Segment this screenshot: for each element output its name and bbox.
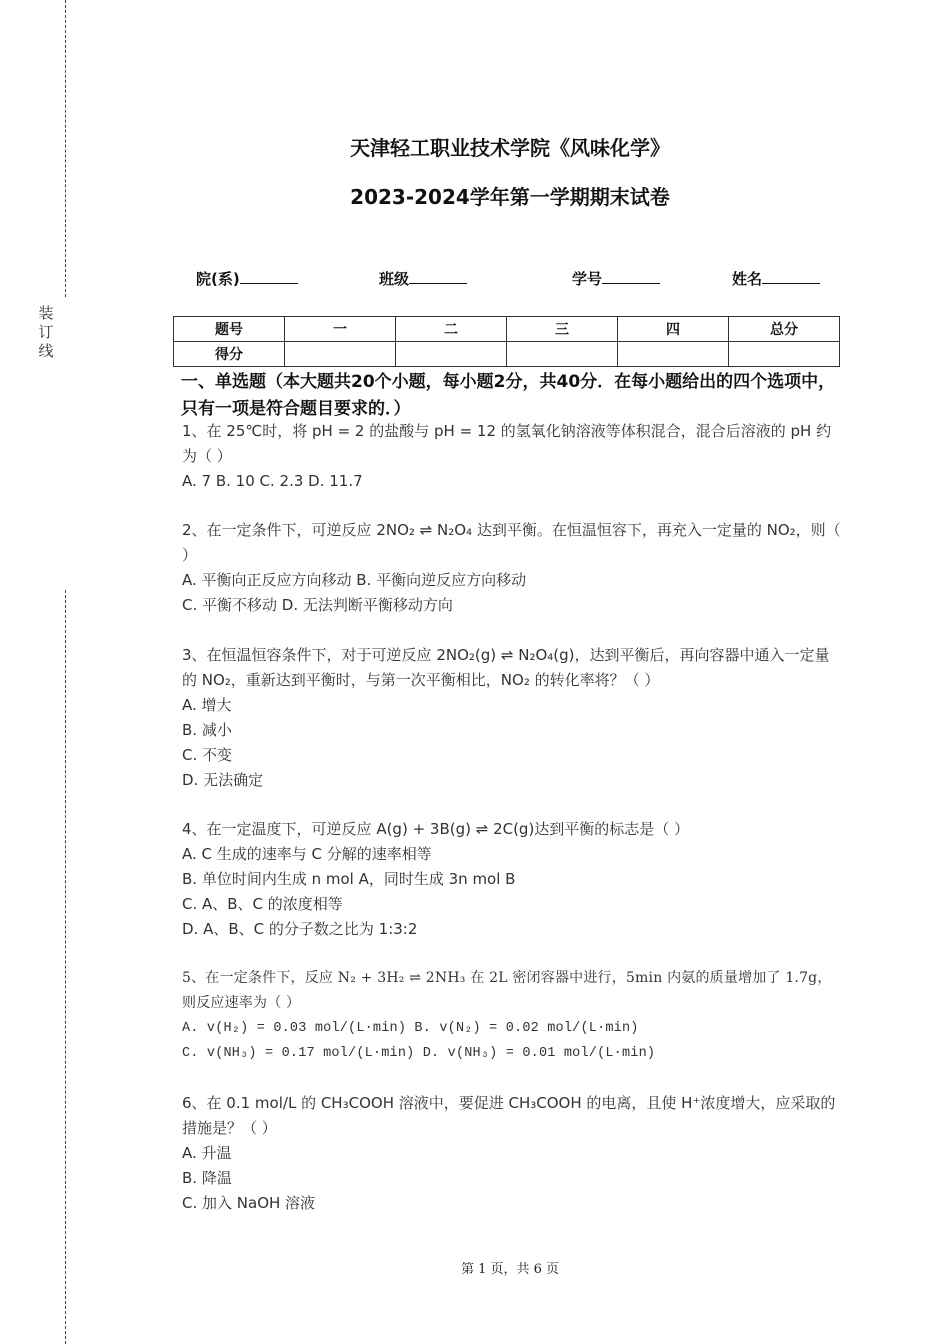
question-option: D. 无法确定 [182, 771, 264, 789]
score-header-cell: 四 [618, 317, 729, 342]
student-id-field: 学号 [572, 268, 660, 289]
question-option: A. C 生成的速率与 C 分解的速率相等 [182, 845, 432, 863]
question-option: C. 不变 [182, 746, 233, 764]
question-5 [182, 966, 842, 1066]
score-table-header-row [174, 317, 840, 342]
exam-subtitle: 2023-2024学年第一学期期末试卷 [350, 185, 670, 209]
score-header-cell: 二 [396, 317, 507, 342]
section-heading: 一、单选题（本大题共20个小题，每小题2分，共40分．在每小题给出的四个选项中，只有一项是符合题目要求的．） [181, 372, 836, 419]
page-footer: 第 1 页，共 6 页 [460, 1262, 560, 1277]
class-field: 班级 [379, 268, 467, 289]
score-cell [285, 342, 396, 367]
binding-label: 装订线 [38, 304, 54, 360]
question-option: A. 平衡向正反应方向移动 B. 平衡向逆反应方向移动 [182, 571, 527, 589]
question-option: C. 加入 NaOH 溶液 [182, 1194, 316, 1212]
score-table-score-row [174, 342, 840, 367]
question-1 [182, 419, 842, 494]
question-stem: 6、在 0.1 mol/L 的 CH₃COOH 溶液中，要促进 CH₃COOH 的电离，且使 H⁺浓度增大，应采取的措施是？（ ） [182, 1094, 836, 1137]
department-field: 院(系) [196, 268, 298, 289]
question-stem: 1、在 25℃时，将 pH = 2 的盐酸与 pH = 12 的氢氧化钠溶液等体积混合，混合后溶液的 pH 约为（ ） [182, 422, 832, 465]
question-option: B. 减小 [182, 721, 232, 739]
question-stem: 4、在一定温度下，可逆反应 A(g) + 3B(g) ⇌ 2C(g)达到平衡的标志是（ ） [182, 820, 690, 838]
score-cell [396, 342, 507, 367]
question-stem: 5、在一定条件下，反应 N₂ + 3H₂ ⇌ 2NH₃ 在 2L 密闭容器中进行，5min 内氨的质量增加了 1.7g，则反应速率为（ ） [182, 970, 832, 1011]
exam-title: 天津轻工职业技术学院《风味化学》 [350, 136, 670, 160]
question-option: A. 7 B. 10 C. 2.3 D. 11.7 [182, 472, 363, 490]
question-option: D. A、B、C 的分子数之比为 1:3:2 [182, 920, 418, 938]
score-cell [729, 342, 840, 367]
question-4 [182, 817, 842, 942]
score-header-cell: 三 [507, 317, 618, 342]
score-cell [618, 342, 729, 367]
question-6 [182, 1091, 842, 1216]
score-table [173, 316, 840, 367]
question-option: A. 增大 [182, 696, 232, 714]
question-option: A. v(H₂) = 0.03 mol/(L·min) B. v(N₂) = 0.02 mol/(L·min) [182, 1021, 639, 1036]
question-option: C. 平衡不移动 D. 无法判断平衡移动方向 [182, 596, 453, 614]
question-3 [182, 643, 842, 793]
score-header-cell: 总分 [729, 317, 840, 342]
question-option: B. 降温 [182, 1169, 232, 1187]
question-2 [182, 518, 842, 618]
binding-dashed-line-bottom [65, 590, 66, 1344]
question-stem: 2、在一定条件下，可逆反应 2NO₂ ⇌ N₂O₄ 达到平衡。在恒温恒容下，再充入一定量的 NO₂，则（ ） [182, 521, 841, 564]
question-option: B. 单位时间内生成 n mol A，同时生成 3n mol B [182, 870, 516, 888]
question-option: C. A、B、C 的浓度相等 [182, 895, 343, 913]
name-field: 姓名 [732, 268, 820, 289]
question-option: C. v(NH₃) = 0.17 mol/(L·min) D. v(NH₃) = 0.01 mol/(L·min) [182, 1046, 656, 1061]
score-header-cell: 一 [285, 317, 396, 342]
score-cell [507, 342, 618, 367]
score-header-cell: 题号 [174, 317, 285, 342]
question-stem: 3、在恒温恒容条件下，对于可逆反应 2NO₂(g) ⇌ N₂O₄(g)，达到平衡后，再向容器中通入一定量的 NO₂，重新达到平衡时，与第一次平衡相比，NO₂ 的转化率将？（ ） [182, 646, 830, 689]
score-row-label: 得分 [174, 342, 285, 367]
question-option: A. 升温 [182, 1144, 232, 1162]
